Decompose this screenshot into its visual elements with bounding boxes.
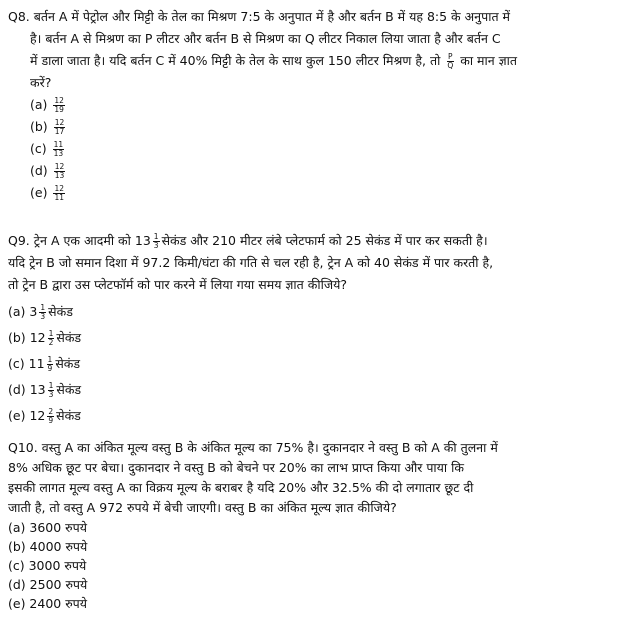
fraction-den: 9 xyxy=(47,364,53,373)
whole-part: 3 xyxy=(29,304,38,319)
option-label: (b) xyxy=(8,330,26,345)
q8-line-3-text: में डाला जाता है। यदि बर्तन C में 40% मिट्टी के तेल के साथ कुल 150 लीटर मिश्रण है, तो xyxy=(30,53,441,68)
fraction-den: 3 xyxy=(153,241,159,250)
fraction-den: 9 xyxy=(48,416,54,425)
fraction-num: 2 xyxy=(48,407,54,416)
q9-option-c[interactable] xyxy=(8,351,628,377)
option-fraction xyxy=(39,304,46,321)
option-label: (e) xyxy=(30,185,48,200)
fraction-den: 17 xyxy=(54,127,65,136)
fraction-num: 12 xyxy=(54,184,64,193)
q8-ratio-fraction xyxy=(446,53,454,70)
option-value xyxy=(29,408,80,423)
option-label: (c) xyxy=(8,356,25,371)
option-fraction xyxy=(53,97,65,114)
unit-text: सेकंड xyxy=(48,304,73,319)
option-value xyxy=(30,382,81,397)
fraction-den: 3 xyxy=(40,312,46,321)
option-fraction xyxy=(47,408,54,425)
unit-text: सेकंड xyxy=(55,356,81,371)
q9-line-1-start: Q9. ट्रेन A एक आदमी को 13 xyxy=(8,233,151,248)
q8-ratio-num: P xyxy=(448,52,453,61)
option-label: (a) xyxy=(8,304,26,319)
fraction-num: 1 xyxy=(153,232,159,241)
question-8 xyxy=(8,6,628,204)
whole-part: 13 xyxy=(29,382,46,397)
q8-line-3-tail: का मान ज्ञात xyxy=(460,53,518,68)
q9-line-1-end: सेकंड और 210 मीटर लंबे प्लेटफार्म को 25 सेकंड में पार कर सकती है। xyxy=(161,233,488,248)
whole-part: 11 xyxy=(28,356,45,371)
q8-option-c[interactable] xyxy=(30,138,628,160)
q9-option-e[interactable] xyxy=(8,403,628,429)
q8-option-a[interactable] xyxy=(30,94,628,116)
whole-part: 12 xyxy=(29,408,46,423)
q10-option-c[interactable]: (c) 3000 रुपये xyxy=(8,558,87,573)
q9-option-a[interactable] xyxy=(8,299,628,325)
fraction-num: 12 xyxy=(54,118,65,127)
fraction-den: 2 xyxy=(48,338,54,347)
q8-line-3 xyxy=(8,50,628,72)
q9-line-2: यदि ट्रेन B जो समान दिशा में 97.2 किमी/घंटा की गति से चल रही है, ट्रेन A को 40 सेकंड में पार करती है, xyxy=(8,255,494,270)
option-fraction xyxy=(47,356,54,373)
q8-line-1: Q8. बर्तन A में पेट्रोल और मिट्टी के तेल का मिश्रण 7:5 के अनुपात में है और बर्तन B में यह 8:5 के अनुपात में xyxy=(8,9,511,24)
fraction-num: 11 xyxy=(53,140,64,149)
q10-option-e[interactable]: (e) 2400 रुपये xyxy=(8,596,88,611)
q9-option-d[interactable] xyxy=(8,377,628,403)
question-10 xyxy=(8,438,628,613)
option-value xyxy=(29,304,72,319)
option-fraction xyxy=(54,119,66,136)
unit-text: सेकंड xyxy=(56,408,81,423)
whole-part: 12 xyxy=(29,330,46,345)
option-label: (c) xyxy=(30,141,47,156)
q10-line-2: 8% अधिक छूट पर बेचा। दुकानदार ने वस्तु B को बेचने पर 20% का लाभ प्राप्त किया और पाया कि xyxy=(8,460,464,475)
q9-option-b[interactable] xyxy=(8,325,628,351)
q9-options xyxy=(8,299,628,429)
option-fraction xyxy=(53,185,65,202)
fraction-den: 11 xyxy=(54,193,64,202)
q10-line-3: इसकी लागत मूल्य वस्तु A का विक्रय मूल्य के बराबर है यदि 20% और 32.5% की दो लगातार छूट दी xyxy=(8,480,474,495)
fraction-num: 1 xyxy=(48,329,54,338)
question-9 xyxy=(8,230,628,429)
option-label: (b) xyxy=(30,119,48,134)
fraction-den: 13 xyxy=(54,171,65,180)
q10-option-d[interactable]: (d) 2500 रुपये xyxy=(8,577,88,592)
option-label: (d) xyxy=(30,163,48,178)
q10-line-1: Q10. वस्तु A का अंकित मूल्य वस्तु B के अंकित मूल्य का 75% है। दुकानदार ने वस्तु B को A की तुलना में xyxy=(8,440,498,455)
q8-option-b[interactable] xyxy=(30,116,628,138)
q8-option-d[interactable] xyxy=(30,160,628,182)
q8-option-e[interactable] xyxy=(30,182,628,204)
fraction-den: 19 xyxy=(54,105,64,114)
q8-ratio-den: Q xyxy=(447,61,454,70)
option-fraction xyxy=(53,141,65,158)
option-label: (e) xyxy=(8,408,26,423)
fraction-num: 1 xyxy=(48,381,54,390)
fraction-num: 1 xyxy=(47,355,53,364)
q8-line-2: है। बर्तन A से मिश्रण का P लीटर और बर्तन B से मिश्रण का Q लीटर निकाल लिया जाता है और बर्तन C xyxy=(30,31,501,46)
unit-text: सेकंड xyxy=(56,382,82,397)
option-fraction xyxy=(48,382,55,399)
option-value xyxy=(29,356,80,371)
q9-line-1 xyxy=(8,230,628,252)
option-label: (d) xyxy=(8,382,26,397)
unit-text: सेकंड xyxy=(56,330,82,345)
q10-option-a[interactable]: (a) 3600 रुपये xyxy=(8,520,87,535)
q8-line-4: करें? xyxy=(30,75,52,90)
option-label: (a) xyxy=(30,97,48,112)
fraction-num: 12 xyxy=(54,96,64,105)
q9-mixed-fraction xyxy=(153,233,160,250)
q10-line-4: जाती है, तो वस्तु A 972 रुपये में बेची जाएगी। वस्तु B का अंकित मूल्य ज्ञात कीजिये? xyxy=(8,500,397,515)
fraction-den: 13 xyxy=(53,149,64,158)
q9-line-3: तो ट्रेन B द्वारा उस प्लेटफॉर्म को पार करने में लिया गया समय ज्ञात कीजिये? xyxy=(8,277,348,292)
option-value xyxy=(30,330,81,345)
fraction-num: 1 xyxy=(40,303,46,312)
q10-option-b[interactable]: (b) 4000 रुपये xyxy=(8,539,88,554)
fraction-num: 12 xyxy=(54,162,65,171)
fraction-den: 3 xyxy=(48,390,54,399)
q8-options xyxy=(8,94,628,204)
option-fraction xyxy=(48,330,55,347)
option-fraction xyxy=(54,163,66,180)
